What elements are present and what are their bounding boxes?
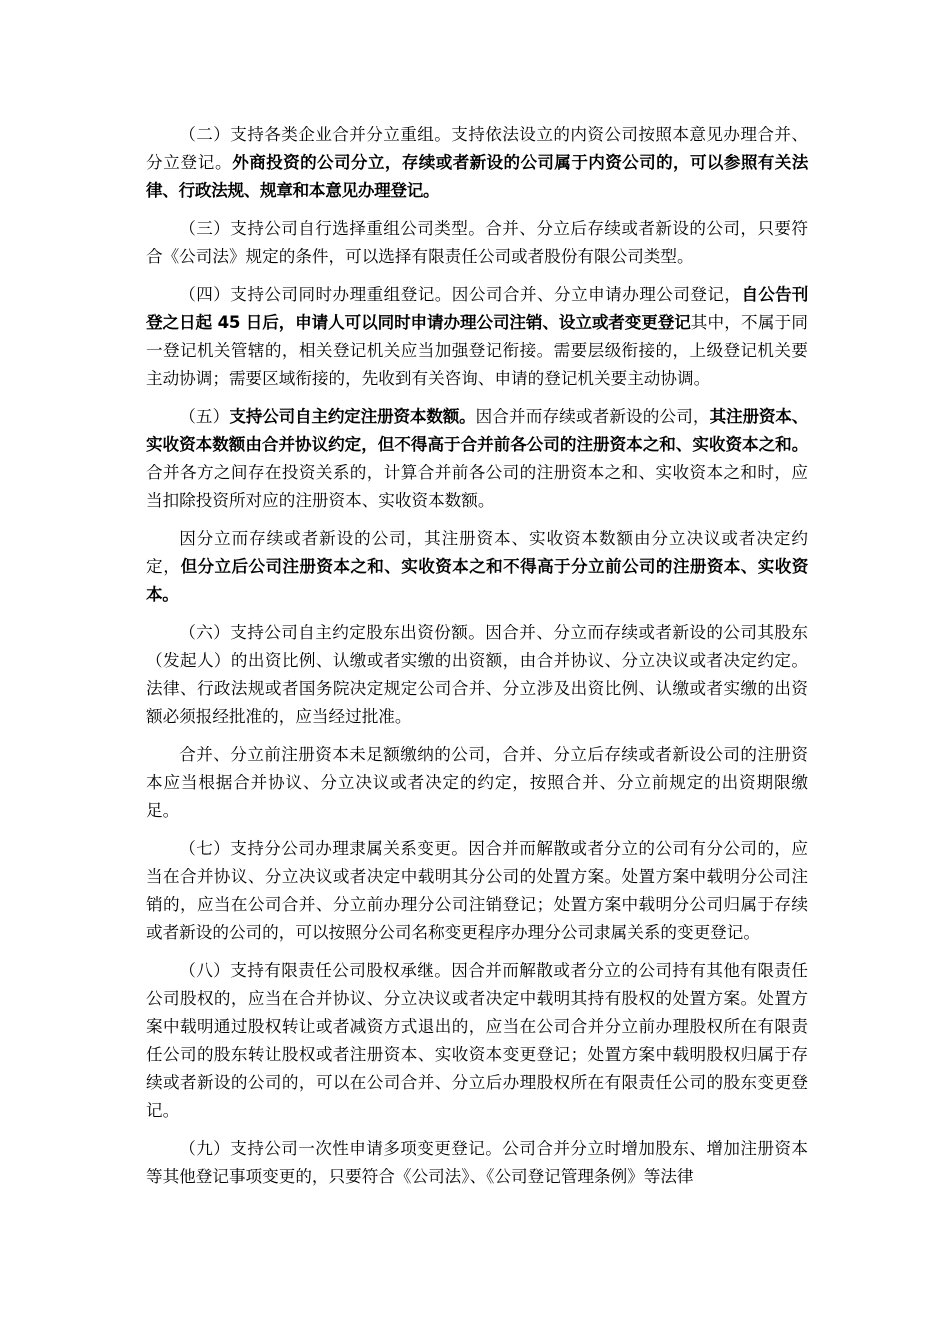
paragraph-6-continued bbox=[146, 741, 808, 825]
text-run: （四）支持公司同时办理重组登记。因公司合并、分立申请办理公司登记， bbox=[179, 285, 742, 304]
paragraph-6 bbox=[146, 619, 808, 731]
text-run: 合并各方之间存在投资关系的，计算合并前各公司的注册资本之和、实收资本之和时，应当扣除投资所对应的注册资本、实收资本数额。 bbox=[146, 463, 808, 510]
text-run: 合并、分立前注册资本未足额缴纳的公司，合并、分立后存续或者新设公司的注册资本应当根据合并协议、分立决议或者决定的约定，按照合并、分立前规定的出资期限缴足。 bbox=[146, 745, 808, 820]
paragraph-9 bbox=[146, 1135, 808, 1191]
bold-text-run: 支持公司自主约定注册资本数额。 bbox=[229, 407, 476, 426]
text-run: （六）支持公司自主约定股东出资份额。因合并、分立而存续或者新设的公司其股东（发起人）的出资比例、认缴或者实缴的出资额，由合并协议、分立决议或者决定约定。法律、行政法规或者国务院决定规定公司合并、分立涉及出资比例、认缴或者实缴的出资额必须报经批准的，应当经过批准。 bbox=[146, 623, 808, 726]
paragraph-3 bbox=[146, 215, 808, 271]
paragraph-8 bbox=[146, 957, 808, 1125]
bold-text-run: 其注册资本、实收资本数额由合并协议约定，但不得高于合并前各公司的注册资本之和、实收资本之和。 bbox=[146, 407, 809, 454]
text-run: （五） bbox=[179, 407, 230, 426]
text-run: （九）支持公司一次性申请多项变更登记。公司合并分立时增加股东、增加注册资本等其他登记事项变更的，只要符合《公司法》、《公司登记管理条例》等法律 bbox=[146, 1139, 808, 1186]
paragraph-5 bbox=[146, 403, 808, 515]
bold-text-run: 但分立后公司注册资本之和、实收资本之和不得高于分立前公司的注册资本、实收资本。 bbox=[146, 557, 809, 604]
text-run: 其中，不属于同一登记机关管辖的，相关登记机关应当加强登记衔接。需要层级衔接的，上级登记机关要主动协调；需要区域衔接的，先收到有关咨询、申请的登记机关要主动协调。 bbox=[146, 313, 808, 388]
document-body bbox=[146, 121, 808, 1201]
paragraph-7 bbox=[146, 835, 808, 947]
bold-text-run: 外商投资的公司分立，存续或者新设的公司属于内资公司的，可以参照有关法律、行政法规、规章和本意见办理登记。 bbox=[146, 153, 808, 200]
text-run: 因分立而存续或者新设的公司，其注册资本、实收资本数额由分立决议或者决定约定， bbox=[146, 529, 808, 576]
paragraph-2 bbox=[146, 121, 808, 205]
paragraph-4 bbox=[146, 281, 808, 393]
text-run: （七）支持分公司办理隶属关系变更。因合并而解散或者分立的公司有分公司的，应当在合并协议、分立决议或者决定中载明其分公司的处置方案。处置方案中载明分公司注销的，应当在公司合并、分立前办理分公司注销登记；处置方案中载明分公司归属于存续或者新设的公司的，可以按照分公司名称变更程序办理分公司隶属关系的变更登记。 bbox=[146, 839, 808, 942]
text-run: （三）支持公司自行选择重组公司类型。合并、分立后存续或者新设的公司，只要符合《公司法》规定的条件，可以选择有限责任公司或者股份有限公司类型。 bbox=[146, 219, 808, 266]
bold-text-run: 自公告刊登之日起 45 日后，申请人可以同时申请办理公司注销、设立或者变更登记 bbox=[146, 285, 808, 332]
text-run: （二）支持各类企业合并分立重组。支持依法设立的内资公司按照本意见办理合并、分立登记。 bbox=[146, 125, 808, 172]
text-run: （八）支持有限责任公司股权承继。因合并而解散或者分立的公司持有其他有限责任公司股权的，应当在合并协议、分立决议或者决定中载明其持有股权的处置方案。处置方案中载明通过股权转让或者减资方式退出的，应当在公司合并分立前办理股权所在有限责任公司的股东转让股权或者注册资本、实收资本变更登记；处置方案中载明股权归属于存续或者新设的公司的，可以在公司合并、分立后办理股权所在有限责任公司的股东变更登记。 bbox=[146, 961, 808, 1120]
paragraph-5-continued bbox=[146, 525, 808, 609]
text-run: 因合并而存续或者新设的公司， bbox=[475, 407, 710, 426]
